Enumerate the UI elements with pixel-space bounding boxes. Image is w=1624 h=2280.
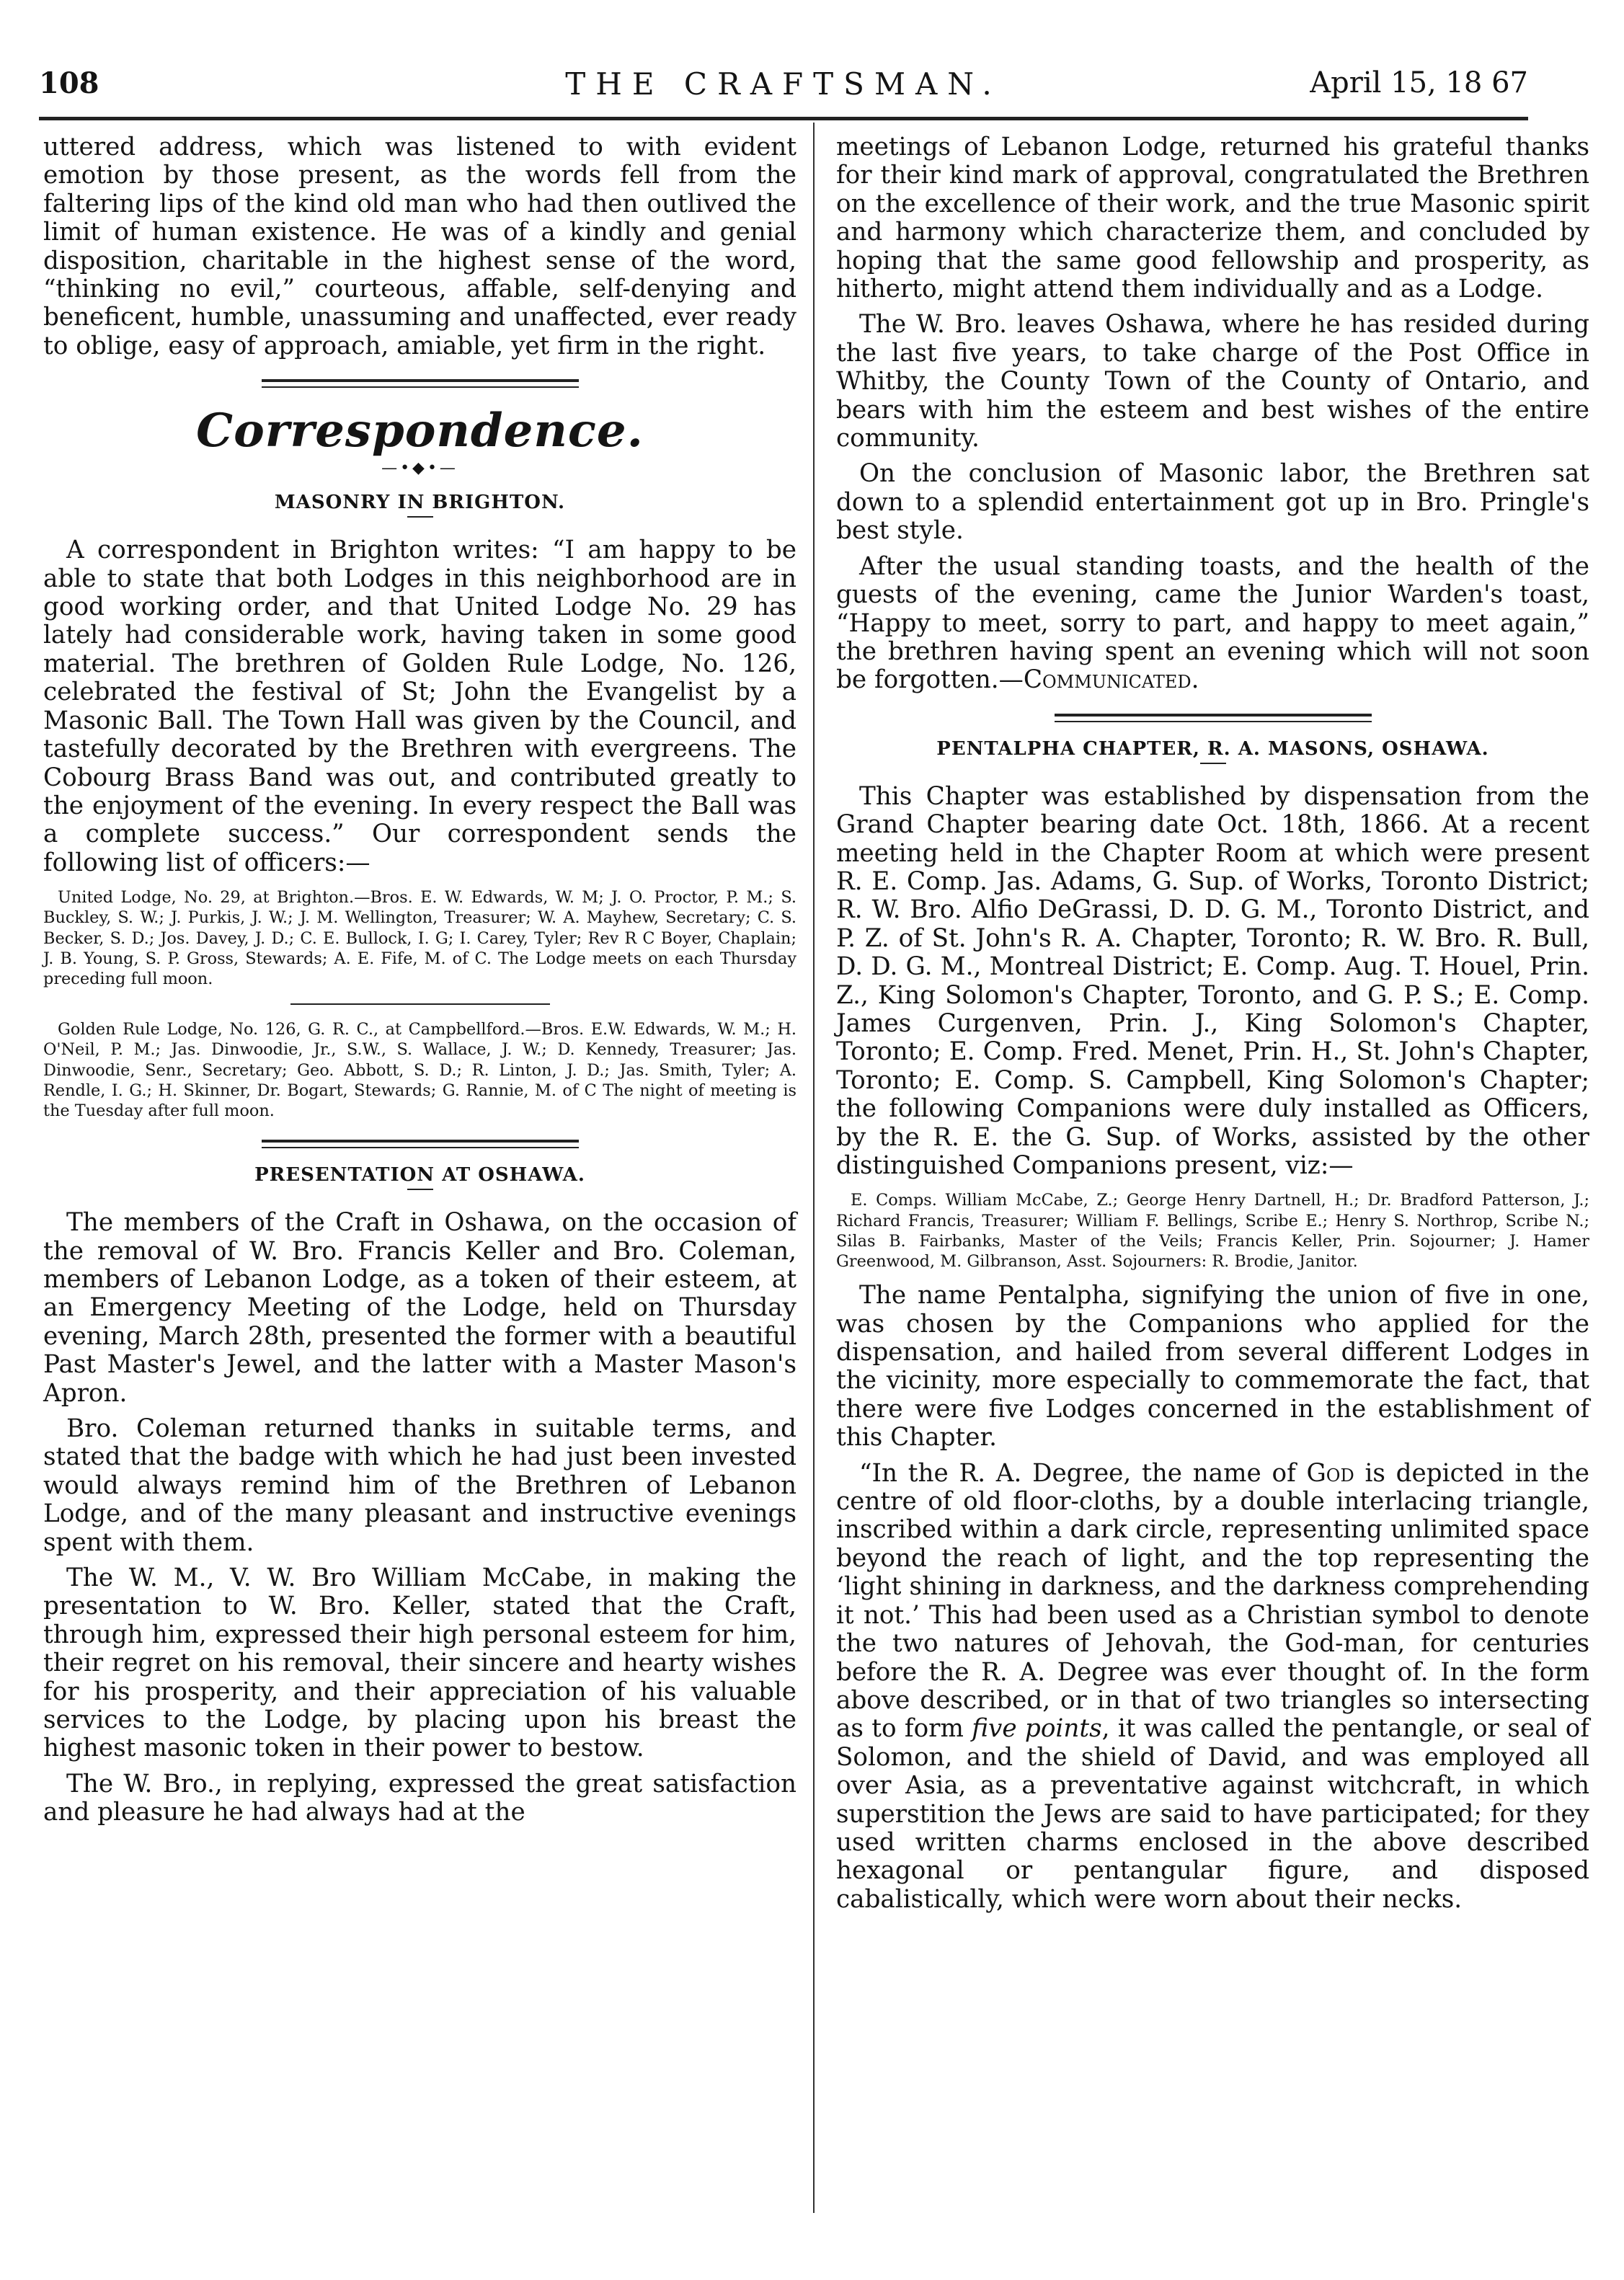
quote-part: “In the R. A. Degree, the name of	[859, 1458, 1307, 1488]
obituary-continuation: uttered address, which was listened to with evident emotion by those present, as the words fell from the faltering lips of the kind old man who had then outlived the limit of human existence. He was of a kindly and genial disposition, charitable in the highest sense of the word, “thinking no evil,” courteous, affable, self-denying and beneficent, humble, unassuming and unaffected, ever ready to oblige, easy of approach, amiable, yet firm in the right.	[43, 133, 797, 360]
toast-text: After the usual standing toasts, and the health of the guests of the evening, came the Junior Warden's toast, “Happy to meet, sorry to part, and happy to meet again,” the brethren having spent an evening which will not soon be forgotten.—	[836, 551, 1589, 695]
quote-part: , it was called the pentangle, or seal of Solomon, and the shield of David, and was employed all over Asia, as a preventative against witchcraft, in which superstition the Jews are said to have participated; for they used written charms enclosed in the above described hexagonal or pentangular figure, and disposed cabalistically, which were worn about their necks.	[836, 1714, 1589, 1914]
article-body: Bro. Coleman returned thanks in suitable terms, and stated that the badge with which he had just been invested would always remind him of the Brethren of Lebanon Lodge, and of the many pleasant and instructive evenings spent with them.	[43, 1414, 797, 1557]
heading-dash	[407, 1189, 433, 1190]
article-body: The W. Bro., in replying, expressed the great satisfaction and pleasure he had always had at the	[43, 1769, 797, 1827]
article-body	[836, 1460, 1589, 1915]
right-column	[836, 133, 1589, 1921]
heading-dash	[407, 516, 433, 518]
officer-list-pentalpha: E. Comps. William McCabe, Z.; George Henry Dartnell, H.; Dr. Bradford Patterson, J.; Richard Francis, Treasurer; William F. Bellings, Scribe E.; Henry S. Northrop, Scribe N.; Silas B. Fairbanks, Master of the Veils; Francis Keller, Prin. Sojourner; J. Hamer Greenwood, M. Gilbranson, Asst. Sojourners: R. Brodie, Janitor.	[836, 1191, 1589, 1272]
section-rule	[262, 1140, 579, 1148]
article-body: meetings of Lebanon Lodge, returned his grateful thanks for their kind mark of approval, congratulated the Brethren on the excellence of their work, and the true Masonic spirit and harmony which characterize them, and concluded by hoping that the same good fellowship and prosperity, as hitherto, might attend them individually and as a Lodge.	[836, 133, 1589, 304]
article-body	[836, 553, 1589, 695]
quote-god: God	[1306, 1458, 1354, 1488]
officer-list-golden-rule: Golden Rule Lodge, No. 126, G. R. C., at Campbellford.—Bros. E.W. Edwards, W. M.; H. O'Neil, P. M.; Jas. Dinwoodie, Jr., S.W., S. Wallace, J. W.; D. Kennedy, Treasurer; Jas. Dinwoodie, Senr., Secretary; Geo. Abbott, S. D.; R. Linton, J. D.; Jas. Smith, Tyler; A. Rendle, I. G.; H. Skinner, Dr. Bogart, Stewards; G. Rannie, M. of C The night of meeting is the Tuesday after full moon.	[43, 1020, 797, 1120]
article-body: This Chapter was established by dispensation from the Grand Chapter bearing date Oct. 18th, 1866. At a recent meeting held in the Chapter Room at which were present R. E. Comp. Jas. Adams, G. Sup. of Works, Toronto District; R. W. Bro. Alfio DeGrassi, D. D. G. M., Toronto District, and P. Z. of St. John's R. A. Chapter, Toronto; R. W. Bro. R. Bull, D. D. G. M., Montreal District; E. Comp. Aug. T. Houel, Prin. Z., King Solomon's Chapter, Toronto, and G. P. S.; E. Comp. James Curgenven, Prin. J., King Solomon's Chapter, Toronto; E. Comp. Fred. Menet, Prin. H., St. John's Chapter, Toronto; E. Comp. S. Campbell, King Solomon's Chapter; the following Companions were duly installed as Officers, by the R. E. the G. Sup. of Works, assisted by the other distinguished Companions present, viz:—	[836, 781, 1589, 1180]
masthead: THE CRAFTSMAN.	[565, 66, 1002, 102]
article-body: The name Pentalpha, signifying the union of five in one, was chosen by the Companions who applied for the dispensation, and hailed from several different Lodges in the vicinity, more especially to commemorate the fact, that there were five Lodges concerned in the establishment of this Chapter.	[836, 1281, 1589, 1452]
article-heading-oshawa: PRESENTATION AT OSHAWA.	[254, 1164, 585, 1186]
list-rule	[290, 1003, 550, 1005]
page-header	[39, 66, 1528, 110]
header-rule	[39, 117, 1528, 120]
article-body: The members of the Craft in Oshawa, on the occasion of the removal of W. Bro. Francis Keller and Bro. Coleman, members of Lebanon Lodge, as a token of their esteem, at an Emergency Meeting of the Lodge, held on Thursday evening, March 28th, presented the former with a beautiful Past Master's Jewel, and the latter with a Master Mason's Apron.	[43, 1208, 797, 1408]
ornament: —•◆•—	[381, 459, 458, 478]
article-body: The W. M., V. W. Bro William McCabe, in making the presentation to W. Bro. Keller, stated that the Craft, through him, expressed their high personal esteem for him, their regret on his removal, their sincere and hearty wishes for his prosperity, and their appreciation of his valuable services to the Lodge, by placing upon his breast the highest masonic token in their power to bestow.	[43, 1563, 797, 1763]
article-heading-pentalpha: PENTALPHA CHAPTER, R. A. MASONS, OSHAWA.	[936, 737, 1489, 760]
article-body: On the conclusion of Masonic labor, the Brethren sat down to a splendid entertainment got up in Bro. Pringle's best style.	[836, 459, 1589, 546]
officer-list-united-lodge: United Lodge, No. 29, at Brighton.—Bros. E. W. Edwards, W. M; J. O. Proctor, P. M.; S. Buckley, S. W.; J. Purkis, J. W.; J. M. Wellington, Treasurer; W. A. Mayhew, Secretary; C. S. Becker, S. D.; Jos. Davey, J. D.; C. E. Bullock, I. G; I. Carey, Tyler; Rev R C Boyer, Chaplain; J. B. Young, S. P. Gross, Stewards; A. E. Fife, M. of C. The Lodge meets on each Thursday preceding full moon.	[43, 888, 797, 988]
article-body: The W. Bro. leaves Oshawa, where he has resided during the last five years, to take charge of the Post Office in Whitby, the County Town of the County of Ontario, and bears with him the esteem and best wishes of the entire community.	[836, 310, 1589, 453]
quote-italic: five points	[972, 1714, 1102, 1744]
section-title: Correspondence.	[196, 404, 644, 458]
page-number: 108	[39, 66, 99, 100]
left-column	[43, 133, 797, 1835]
article-heading-brighton: MASONRY IN BRIGHTON.	[274, 492, 566, 514]
issue-date: April 15, 18 67	[1310, 66, 1528, 99]
section-rule	[1055, 714, 1372, 722]
section-rule	[262, 379, 579, 388]
article-body: A correspondent in Brighton writes: “I am happy to be able to state that both Lodges in this neighborhood are in good working order, and that United Lodge No. 29 has lately had considerable work, having taken in some good material. The brethren of Golden Rule Lodge, No. 126, celebrated the festival of St; John the Evangelist by a Masonic Ball. The Town Hall was given by the Council, and tastefully decorated by the Brethren with evergreens. The Cobourg Brass Band was out, and contributed greatly to the enjoyment of the evening. In every respect the Ball was a complete success.” Our correspondent sends the following list of officers:—	[43, 536, 797, 877]
column-divider	[813, 123, 815, 2213]
quote-part: is depicted in the centre of old floor-cloths, by a double interlacing triangle, inscribed within a dark circle, representing unlimited space beyond the reach of light, and the top representing the ‘light shining in darkness, and the darkness comprehending it not.’ This had been used as a Christian symbol to denote the two natures of Jehovah, the God-man, for centuries before the R. A. Degree was ever thought of. In the form above described, or in that of two triangles so intersecting as to form	[836, 1458, 1589, 1744]
heading-dash	[1200, 763, 1226, 764]
signature: Communicated.	[1023, 665, 1199, 695]
